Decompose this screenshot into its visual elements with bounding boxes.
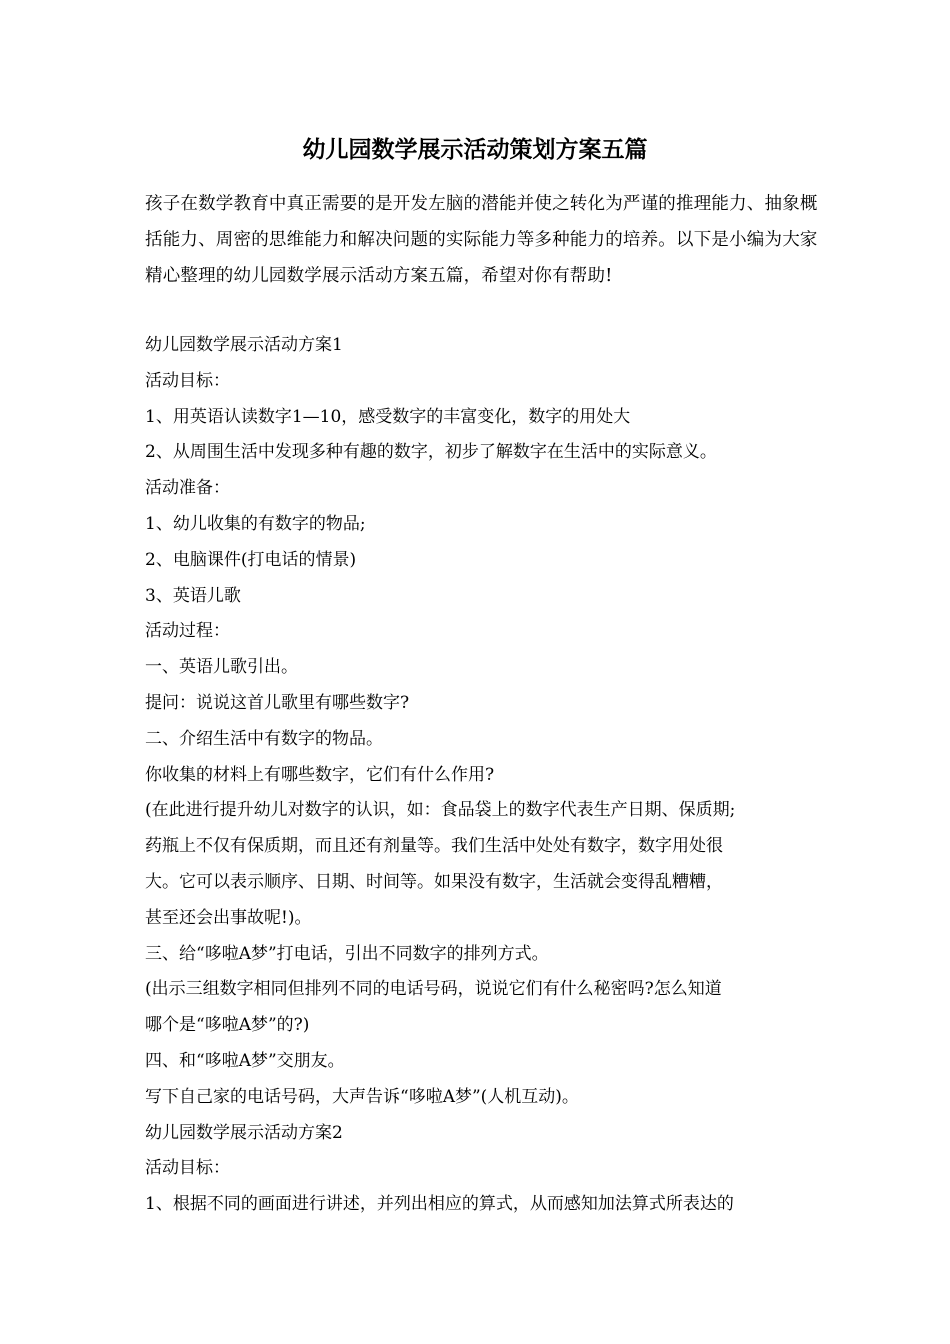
intro-paragraph: 孩子在数学教育中真正需要的是开发左脑的潜能并使之转化为严谨的推理能力、抽象概括能力、周密的思维能力和解决问题的实际能力等多种能力的培养。以下是小编为大家精心整理的幼儿园数学展示活动方案五篇，希望对你有帮助! [145,194,818,286]
text-line: 药瓶上不仅有保质期，而且还有剂量等。我们生活中处处有数字，数字用处很 [145,836,723,857]
text-line: 一、英语儿歌引出。 [145,657,298,678]
text-line: 3、英语儿歌 [145,585,241,606]
text-line: (出示三组数字相同但排列不同的电话号码，说说它们有什么秘密吗?怎么知道 [145,979,722,1000]
text-line: 你收集的材料上有哪些数字，它们有什么作用? [145,764,495,785]
text-line: 2、电脑课件(打电话的情景) [145,549,357,570]
text-line: 四、和“哆啦A梦”交朋友。 [145,1050,345,1071]
text-line: 1、根据不同的画面进行讲述，并列出相应的算式，从而感知加法算式所表达的 [145,1194,734,1215]
document-title: 幼儿园数学展示活动策划方案五篇 [302,136,648,163]
text-line: 活动准备： [145,478,230,499]
text-line: 活动目标： [145,1158,230,1179]
text-line: 1、幼儿收集的有数字的物品; [145,513,366,534]
text-line: 活动过程： [145,621,230,642]
document-body [145,328,825,1223]
text-line: 写下自己家的电话号码，大声告诉“哆啦A梦”(人机互动)。 [145,1086,579,1107]
text-line: 幼儿园数学展示活动方案2 [145,1122,343,1143]
text-line: 活动目标： [145,370,230,391]
text-line: 2、从周围生活中发现多种有趣的数字，初步了解数字在生活中的实际意义。 [145,442,717,463]
text-line: 幼儿园数学展示活动方案1 [145,335,343,355]
text-line: 1、用英语认读数字1—10，感受数字的丰富变化，数字的用处大 [145,406,631,427]
text-line: 提问：说说这首儿歌里有哪些数字? [145,692,410,713]
text-line: 甚至还会出事故呢!)。 [145,907,312,928]
text-line: 哪个是“哆啦A梦”的?) [145,1015,310,1036]
text-line: 二、介绍生活中有数字的物品。 [145,728,383,749]
text-line: 大。它可以表示顺序、日期、时间等。如果没有数字，生活就会变得乱糟糟， [145,871,723,892]
text-line: 三、给“哆啦A梦”打电话，引出不同数字的排列方式。 [145,943,549,964]
text-line: (在此进行提升幼儿对数字的认识，如：食品袋上的数字代表生产日期、保质期; [145,800,736,821]
